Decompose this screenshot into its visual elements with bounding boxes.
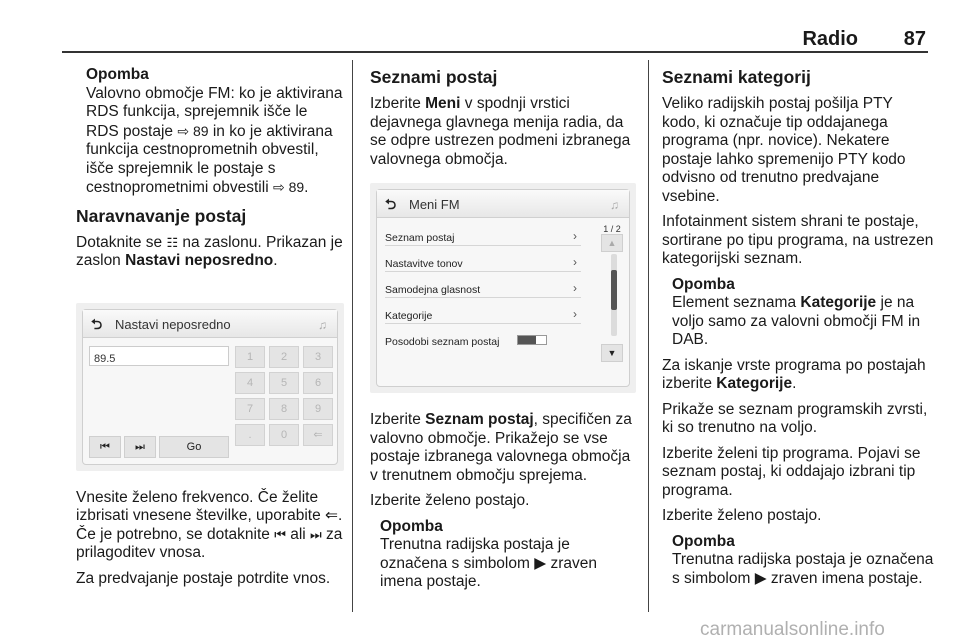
note-text: Element seznama bbox=[672, 294, 801, 311]
watermark: carmanualsonline.info bbox=[700, 619, 885, 640]
page-ref-arrow-icon[interactable]: ⇨ 89 bbox=[272, 179, 305, 195]
note-text: in ko je aktivirana funkcija cestnoprometnih obvestil, išče sprejemnik le postaje s cestnoprometnimi obvestili bbox=[86, 122, 333, 196]
seek-back-icon[interactable]: ⏮ bbox=[89, 436, 121, 458]
column-divider-1 bbox=[352, 60, 353, 612]
bold-term: Meni bbox=[425, 95, 461, 112]
menu-item-update-list[interactable] bbox=[385, 328, 581, 350]
text: na zaslonu. Prikazan je zaslon bbox=[76, 233, 343, 269]
note-title: Opomba bbox=[380, 517, 443, 535]
scrollbar[interactable] bbox=[611, 254, 617, 336]
note-title: Opomba bbox=[86, 66, 149, 83]
menu-item-station-list[interactable] bbox=[385, 224, 581, 246]
bold-term: Kategorije bbox=[800, 294, 877, 311]
key-8[interactable]: 8 bbox=[269, 398, 299, 420]
note-text: je na voljo samo za valovni območji FM in DAB. bbox=[672, 294, 921, 348]
scrollbar-thumb[interactable] bbox=[611, 270, 617, 310]
menu-item-label: Samodejna glasnost bbox=[385, 284, 481, 296]
toggle-knob bbox=[518, 336, 536, 344]
text: za prilagoditev vnosa. bbox=[76, 525, 343, 561]
key-4[interactable]: 4 bbox=[235, 372, 265, 394]
note-text: . bbox=[304, 179, 309, 196]
bold-term: Seznam postaj bbox=[425, 411, 534, 428]
text: ali bbox=[285, 525, 311, 543]
screenshot-direct-tune bbox=[76, 303, 344, 471]
page-header bbox=[62, 28, 928, 52]
note-current-station bbox=[662, 533, 934, 589]
seek-back-icon: ⏮ bbox=[274, 526, 286, 542]
note-title: Opomba bbox=[672, 532, 735, 550]
text: Izberite bbox=[370, 411, 426, 428]
screenshot-menu-fm bbox=[370, 183, 636, 393]
paragraph: Izberite želeno postajo. bbox=[662, 507, 822, 524]
paragraph bbox=[370, 411, 638, 485]
bold-term: Nastavi neposredno bbox=[125, 252, 274, 269]
chevron-right-icon: › bbox=[573, 281, 577, 295]
screen bbox=[82, 309, 338, 465]
note-text: Valovno območje FM: ko je aktivirana RDS funkcija, sprejemnik išče le RDS postaje bbox=[86, 84, 343, 140]
title-bar bbox=[377, 190, 629, 218]
play-triangle-icon: ▶ bbox=[754, 569, 767, 587]
paragraph: Izberite želeno postajo. bbox=[370, 492, 530, 509]
text: v spodnji vrstici dejavnega glavnega menija radia, da se odpre ustrezen podmeni izbranega valovnega območja. bbox=[370, 95, 631, 168]
title-bar bbox=[83, 310, 337, 338]
back-arrow-icon[interactable]: ⮌ bbox=[91, 315, 103, 332]
paragraph bbox=[76, 234, 344, 271]
text: , specifičen za valovno območje. Prikažejo se vse postaje izbranega valovnega območja v trenutnem območju sprejema. bbox=[370, 411, 632, 484]
control-row bbox=[89, 436, 229, 458]
note-text: zraven imena postaje. bbox=[766, 569, 923, 587]
heading-station-lists: Seznami postaj bbox=[370, 67, 498, 87]
column-1 bbox=[76, 66, 344, 595]
scroll-down-icon[interactable]: ▼ bbox=[601, 344, 623, 362]
screen-title: Meni FM bbox=[409, 197, 460, 212]
text: . bbox=[792, 375, 797, 392]
key-2[interactable]: 2 bbox=[269, 346, 299, 368]
frequency-field[interactable]: 89.5 bbox=[89, 346, 229, 366]
note-rds bbox=[76, 66, 344, 198]
text: Za iskanje vrste programa po postajah izberite bbox=[662, 356, 926, 392]
chevron-right-icon: › bbox=[573, 307, 577, 321]
menu-item-label: Posodobi seznam postaj bbox=[385, 336, 500, 348]
note-categories bbox=[662, 276, 934, 350]
column-2 bbox=[370, 66, 638, 599]
menu-item-auto-volume[interactable] bbox=[385, 276, 581, 298]
paragraph: Infotainment sistem shrani te postaje, sortirane po tipu programa, na ustrezen kategorijski seznam. bbox=[662, 213, 934, 267]
key-dot[interactable]: . bbox=[235, 424, 265, 446]
text: Izberite bbox=[370, 95, 426, 112]
paragraph bbox=[662, 357, 934, 394]
paragraph: Izberite želeni tip programa. Pojavi se seznam postaj, ki oddajajo izbrani tip programa. bbox=[662, 444, 921, 499]
key-6[interactable]: 6 bbox=[303, 372, 333, 394]
text: Vnesite želeno frekvenco. Če želite izbrisati vnesene številke, uporabite bbox=[76, 488, 325, 524]
scroll-up-icon[interactable]: ▲ bbox=[601, 234, 623, 252]
key-0[interactable]: 0 bbox=[269, 424, 299, 446]
key-9[interactable]: 9 bbox=[303, 398, 333, 420]
note-text: Trenutna radijska postaja je označena s simbolom bbox=[380, 536, 570, 572]
paragraph: Prikaže se seznam programskih zvrsti, ki so trenutno na voljo. bbox=[662, 400, 928, 436]
heading-category-lists: Seznami kategorij bbox=[662, 67, 811, 87]
key-1[interactable]: 1 bbox=[235, 346, 265, 368]
menu-item-categories[interactable] bbox=[385, 302, 581, 324]
chevron-right-icon: › bbox=[573, 255, 577, 269]
music-note-icon: ♫ bbox=[610, 198, 619, 212]
header-rule bbox=[62, 51, 928, 53]
page-ref-arrow-icon[interactable]: ⇨ 89 bbox=[177, 122, 209, 139]
text: Dotaknite se bbox=[76, 233, 167, 251]
page-number: 87 bbox=[903, 28, 926, 50]
heading-tuning: Naravnavanje postaj bbox=[76, 205, 247, 226]
menu-item-label: Seznam postaj bbox=[385, 232, 455, 244]
note-text: Trenutna radijska postaja je označena s simbolom bbox=[672, 551, 934, 587]
menu-item-label: Nastavitve tonov bbox=[385, 258, 463, 270]
screen bbox=[376, 189, 630, 387]
note-title: Opomba bbox=[672, 275, 735, 293]
chevron-right-icon: › bbox=[573, 229, 577, 243]
page-indicator: 1 / 2 bbox=[603, 224, 621, 234]
seek-forward-icon: ⏭ bbox=[310, 526, 322, 542]
text: . bbox=[273, 252, 278, 269]
backspace-icon: ⇐ bbox=[325, 507, 338, 524]
paragraph: Za predvajanje postaje potrdite vnos. bbox=[76, 569, 331, 587]
paragraph bbox=[76, 489, 344, 563]
column-3 bbox=[662, 66, 934, 595]
tune-icon: ☷ bbox=[166, 234, 179, 250]
column-divider-2 bbox=[648, 60, 649, 612]
update-toggle[interactable] bbox=[517, 335, 547, 345]
paragraph bbox=[370, 95, 638, 169]
screen-title: Nastavi neposredno bbox=[115, 316, 231, 332]
key-7[interactable]: 7 bbox=[235, 398, 265, 420]
music-note-icon: ♫ bbox=[318, 317, 327, 332]
seek-forward-icon[interactable]: ⏭ bbox=[124, 436, 156, 458]
back-arrow-icon[interactable]: ⮌ bbox=[385, 196, 397, 212]
paragraph: Veliko radijskih postaj pošilja PTY kodo, ki označuje tip oddajanega programa (npr. novice). Nekatere postaje lahko spremenijo PTY kodo odvisno od trenutno predvajane vsebine. bbox=[662, 95, 906, 205]
section-title: Radio bbox=[802, 28, 858, 50]
menu-item-tone-settings[interactable] bbox=[385, 250, 581, 272]
backspace-icon[interactable]: ⇐ bbox=[303, 424, 333, 446]
note-text: zraven imena postaje. bbox=[380, 554, 597, 590]
key-3[interactable]: 3 bbox=[303, 346, 333, 368]
menu-item-label: Kategorije bbox=[385, 310, 433, 322]
note-current-station bbox=[370, 518, 638, 592]
bold-term: Kategorije bbox=[716, 375, 793, 392]
text: . Če je potrebno, se dotaknite bbox=[76, 507, 343, 543]
go-button[interactable]: Go bbox=[159, 436, 229, 458]
key-5[interactable]: 5 bbox=[269, 372, 299, 394]
play-triangle-icon: ▶ bbox=[534, 554, 547, 572]
